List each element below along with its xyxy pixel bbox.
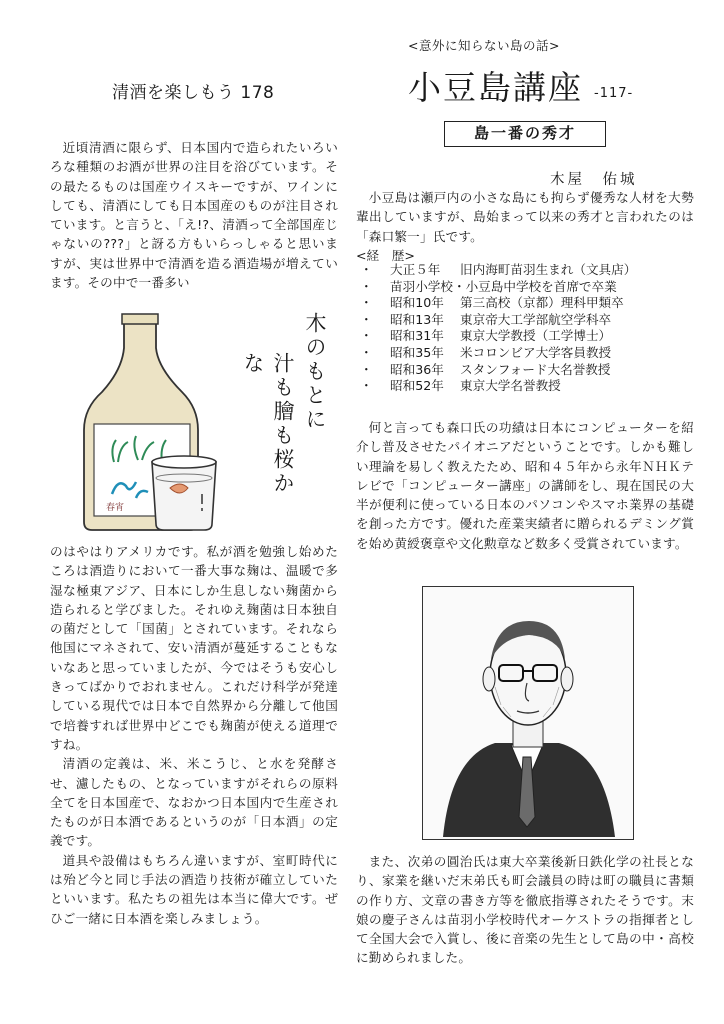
sake-column-title: 清酒を楽しもう 178 [112,83,275,103]
author-name: 木屋 佑城 [550,172,638,188]
career-item: ・ 昭和13年 東京帝大工学部航空学科卒 [360,311,612,327]
career-item: ・ 苗羽小学校・小豆島中学校を首席で卒業 [360,278,617,294]
sake-main-body [50,542,338,928]
sake-bottle-illustration [78,312,228,534]
series-label: <意外に知らない島の話> [408,38,560,53]
achievements-text [356,418,694,553]
career-item: ・ 昭和10年 第三高校（京都）理科甲類卒 [360,295,624,311]
career-item: ・ 昭和52年 東京大学名誉教授 [360,378,561,394]
lecture-number: -117- [594,86,634,101]
career-item: ・ 大正５年 旧内海町苗羽生まれ（文具店） [360,262,637,277]
portrait-sketch [423,587,632,838]
career-heading: <経 歴> [356,248,415,263]
bottle-label-text: 春宵 [106,503,125,513]
island-intro [356,188,694,246]
island-intro-paragraph: 小豆島は瀬戸内の小さな島にも拘らず優秀な人材を大勢輩出していますが、島始まって以来の秀才と言われたのは「森口繁一」氏です。 [356,190,694,244]
article-heading-box: 島一番の秀才 [444,121,606,147]
sake-paragraph-3: 道具や設備はもちろん違いますが、室町時代には殆ど今と同じ手法の酒造り技術が確立していたといいます。私たちの祖先は本当に偉大です。ぜひご一緒に日本酒を楽しみましょう。 [50,852,338,926]
portrait-frame [422,586,634,840]
sake-paragraph-1: 近頃清酒に限らず、日本国内で造られたいろいろな種類のお酒が世界の注目を浴びています。その最たるものは国産ウイスキーですが、ワインにしても、清酒にしても日本国産のものが注目されています。と言うと、「え!?、清酒って全部国産じゃないの???」と訝る方もいらっしゃると思いますが、実は世界中で清酒を造る酒造場が増えています。その中で一番多い [50,140,338,291]
career-item: ・ 昭和31年 東京大学教授（工学博士） [360,328,612,344]
sake-intro-paragraph [50,138,338,292]
family-paragraph: また、次弟の圓治氏は東大卒業後新日鉄化学の社長となり、家業を継いだ末弟氏も町会議員の時は町の職員に書類の作り方、文章の書き方等を徹底指導されたそうです。末娘の慶子さんは苗羽小学校時代オーケストラの指揮者として全国大会で入賞し、後に音楽の先生として島の中・高校に勤められました。 [356,854,694,966]
career-item: ・ 昭和35年 米コロンビア大学客員教授 [360,344,612,360]
sake-paragraph-continued: のはやはりアメリカです。私が酒を勉強し始めたころは酒造りにおいて一番大事な麹は、温暖で多湿な極東アジア、日本にしか生息しない麹菌から造られると学びました。それゆえ麹菌は日本独自の菌だとして「国菌」とされています。それなら他国にマネされて、安い清酒が蔓延することもないなあと思っていましたが、今ではそうも安心しきってばかりでおれません。これだけ科学が発達している現代では日本で自然界から分離して他国で培養すれば世界中どこでも麹菌が使える道理ですね。 [50,544,338,752]
haiku-line-2: 汁も膾も桜かな [241,352,295,496]
haiku-line-1: 木のもとに [303,312,327,432]
family-text [356,852,694,968]
career-item: ・ 昭和36年 スタンフォード大名誉教授 [360,361,611,377]
lecture-title: 小豆島講座 [408,68,583,107]
career-list [360,262,690,395]
sake-paragraph-2: 清酒の定義は、米、米こうじ、と水を発酵させ、濾したもの、となっていますがそれらの原料全てを日本国産で、なおかつ日本国内で生産されたものが日本酒であるというのが「日本酒」の定義です。 [50,756,338,849]
achievements-paragraph: 何と言っても森口氏の功績は日本にコンピューターを紹介し普及させたパイオニアだということです。しかも難しい理論を易しく教えたため、昭和４５年から永年ＮＨＫテレビで「コンピューター講座」の講師をし、現在国民の大半が便利に使っている日本のパソコンやスマホ業界の基礎を創った方です。優れた産業実績者に贈られるデミング賞を始め黄綬褒章や文化勲章など数多く受賞されています。 [356,420,694,551]
haiku [238,312,330,512]
